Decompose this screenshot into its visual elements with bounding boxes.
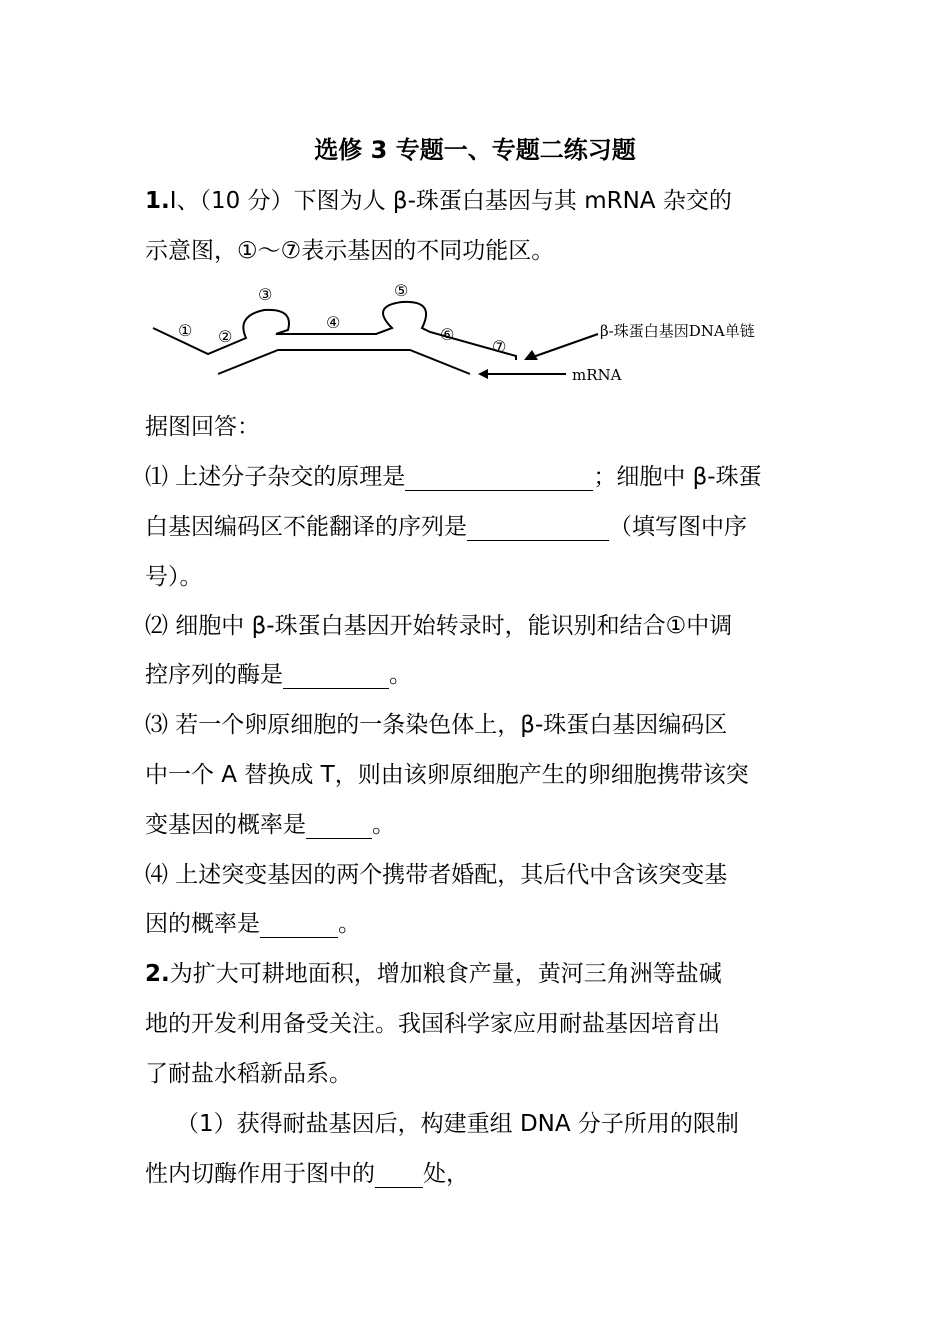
label-region-2: ② (218, 327, 233, 346)
q1-header-line1 (145, 182, 732, 215)
q1-part1-line2: 白基因编码区不能翻译的序列是 （填写图中序 (145, 514, 747, 540)
label-region-1: ① (178, 321, 193, 340)
q1-part3-line2: 中一个 A 替换成 T，则由该卵原细胞产生的卵细胞携带该突 (145, 762, 749, 788)
q1-part2-line1: ⑵ 细胞中 β-珠蛋白基因开始转录时，能识别和结合①中调 (145, 613, 733, 639)
answer-blank-2[interactable] (283, 664, 389, 689)
mrna-label: mRNA (572, 366, 622, 384)
label-region-5: ⑤ (394, 281, 409, 300)
q2-line2: 地的开发利用备受关注。我国科学家应用耐盐基因培育出 (145, 1011, 720, 1037)
page-title: 选修 3 专题一、专题二练习题 (314, 136, 636, 164)
answer-blank-3[interactable] (306, 814, 372, 839)
label-region-3: ③ (258, 285, 273, 304)
q1-part3-line1: ⑶ 若一个卵原细胞的一条染色体上，β-珠蛋白基因编码区 (145, 712, 728, 738)
answer-blank-4[interactable] (260, 913, 338, 938)
q1-header-line2: 示意图，①～⑦表示基因的不同功能区。 (145, 238, 555, 264)
dna-arrow (530, 334, 598, 358)
dna-strand-label: β-珠蛋白基因DNA单链 (600, 322, 755, 340)
q1-part1-line1: ⑴ 上述分子杂交的原理是 ；细胞中 β-珠蛋 (145, 464, 762, 490)
answer-blank-1b[interactable] (467, 516, 609, 541)
q1-prompt: 据图回答： (145, 414, 260, 440)
answer-blank-q2-1[interactable] (375, 1163, 423, 1188)
hybridization-diagram (148, 278, 808, 388)
q2-line1: 2.为扩大可耕地面积，增加粮食产量，黄河三角洲等盐碱 (145, 961, 722, 987)
q1-header-text: I、（10 分）下图为人 β-珠蛋白基因与其 mRNA 杂交的 (169, 188, 732, 214)
q1-part1-line3: 号）。 (145, 564, 203, 590)
label-region-7: ⑦ (492, 337, 507, 356)
q2-part1-line2: 性内切酶作用于图中的 处， (145, 1161, 469, 1187)
q1-number: 1. (145, 188, 170, 214)
label-region-6: ⑥ (440, 325, 455, 344)
mrna-strand (218, 350, 470, 374)
q2-line3: 了耐盐水稻新品系。 (145, 1061, 352, 1087)
q2-number: 2. (145, 961, 170, 987)
q1-part4-line2: 因的概率是 。 (145, 911, 361, 937)
q2-part1-line1: （1）获得耐盐基因后，构建重组 DNA 分子所用的限制 (176, 1111, 739, 1137)
label-region-4: ④ (326, 313, 341, 332)
q1-part2-line2: 控序列的酶是 。 (145, 662, 412, 688)
q1-part3-line3: 变基因的概率是 。 (145, 812, 395, 838)
q1-part4-line1: ⑷ 上述突变基因的两个携带者婚配，其后代中含该突变基 (145, 862, 728, 888)
answer-blank-1a[interactable] (405, 466, 593, 491)
